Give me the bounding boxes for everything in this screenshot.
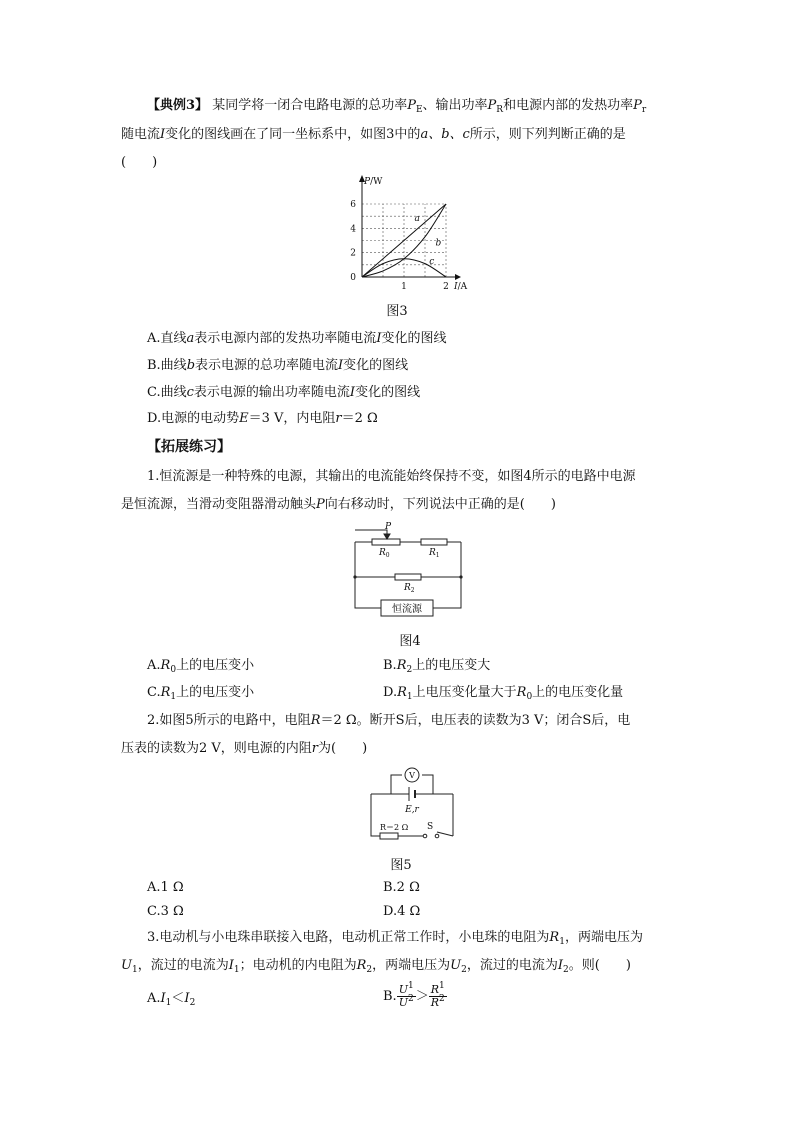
series-label-a: a (414, 214, 420, 225)
option-text: C. (147, 685, 161, 700)
symbol: E (239, 411, 249, 426)
label-er: E,r (405, 805, 419, 815)
option-text: ＞ (415, 989, 429, 1004)
symbol: P (487, 98, 497, 113)
superscript: 1 (407, 981, 414, 991)
q1-option-a (147, 657, 254, 675)
symbol: R (396, 658, 407, 673)
switch-contact (423, 834, 427, 838)
symbol: I (376, 331, 382, 346)
x-axis-arrow (455, 274, 461, 280)
question-text: 压表的读数为2 V，则电源的内阻 (121, 741, 312, 756)
option-text: 上的电压变大 (412, 658, 491, 673)
symbol: I (228, 958, 234, 973)
symbol: I (160, 127, 166, 142)
example3-stem: 变化的图线画在了同一坐标系中，如图3中的 (165, 127, 421, 142)
fraction-u (397, 981, 416, 1009)
figure4-caption: 图4 (399, 634, 421, 649)
figure3-chart (340, 170, 480, 292)
option-text: D.电源的电动势 (147, 411, 240, 426)
question-text: 2.如图5所示的电路中，电阻 (147, 713, 311, 728)
question-text: 向右移动时，下列说法中正确的是( ) (324, 497, 556, 512)
symbol: r (311, 741, 319, 756)
question-text: 。则( ) (568, 958, 631, 973)
question-text: ，流过的电流为 (466, 958, 558, 973)
example3-tag: 【典例3】 (147, 98, 209, 113)
chart-text (350, 177, 467, 292)
q1-option-c (147, 684, 254, 702)
subscript: E (415, 105, 423, 115)
option-text: D. (383, 685, 398, 700)
symbol: R (356, 958, 367, 973)
subscript: 1 (165, 998, 172, 1008)
y-tick-label: 0 (350, 273, 356, 283)
q3-line1 (147, 929, 643, 947)
section-heading: 【拓展练习】 (147, 439, 231, 455)
q2-option-c: C.3 Ω (147, 904, 184, 919)
option-text: 上电压变化量大于 (412, 685, 517, 700)
subscript: 1 (131, 965, 138, 975)
option-a (147, 330, 446, 348)
slider-wire (355, 530, 387, 537)
y-tick-label: 6 (350, 200, 356, 210)
symbol: R (160, 685, 171, 700)
label-v: V (409, 771, 415, 780)
subscript: 0 (170, 665, 177, 675)
label-r0: $R_0$ (379, 548, 390, 559)
symbol: c (186, 385, 194, 400)
subscript: 2 (406, 665, 413, 675)
q3-option-b (383, 982, 447, 1012)
symbol: U (450, 958, 462, 973)
option-text: 变化的图线 (381, 331, 447, 346)
symbol: R (310, 713, 321, 728)
subscript: r (641, 105, 647, 115)
subscript: 1 (406, 692, 413, 702)
junction (459, 575, 462, 578)
superscript: 1 (439, 981, 445, 991)
option-text: C.曲线 (147, 385, 187, 400)
series-label-c: c (429, 257, 435, 268)
x-axis-label: I/A (454, 282, 468, 292)
option-text: A. (147, 658, 161, 673)
example3-line2 (121, 126, 626, 144)
y-tick-label: 4 (350, 224, 356, 235)
label-p: P (385, 522, 392, 532)
label-r2: $R_2$ (404, 583, 415, 594)
example3-stem: 所示，则下列判断正确的是 (469, 127, 626, 142)
example3-stem: 某同学将一闭合电路电源的总功率 (212, 98, 408, 113)
wire (422, 775, 433, 794)
q3-option-a (147, 990, 195, 1008)
x-tick-label: 1 (401, 282, 407, 292)
symbol: R (430, 996, 440, 1009)
symbol: R (430, 983, 440, 996)
superscript: 2 (407, 994, 414, 1004)
subscript: 2 (563, 965, 569, 975)
option-text: 变化的图线 (343, 358, 409, 373)
symbol: b (186, 358, 196, 373)
symbol: R (160, 658, 171, 673)
symbol: P (633, 98, 642, 113)
q2-option-d: D.4 Ω (383, 904, 421, 919)
q2-option-a: A.1 Ω (147, 880, 184, 895)
q1-line1: 1.恒流源是一种特殊的电源，其输出的电流能始终保持不变，如图4所示的电路中电源 (147, 469, 636, 484)
symbol: I (160, 991, 166, 1006)
resistor-r0 (372, 539, 400, 545)
resistor-r2 (395, 574, 421, 580)
y-axis-label: P/W (364, 177, 383, 187)
example3-stem: 和电源内部的发热功率 (503, 98, 634, 113)
option-text: A. (147, 991, 161, 1006)
symbol: I (184, 991, 190, 1006)
q1-option-d (383, 684, 623, 702)
fraction-r (429, 981, 447, 1009)
example3-stem: 、输出功率 (422, 98, 488, 113)
symbol: P (407, 98, 416, 113)
superscript: 2 (439, 994, 445, 1004)
figure3-caption: 图3 (386, 304, 408, 319)
subscript: 0 (526, 692, 533, 702)
symbol: a、b、c (420, 127, 470, 142)
switch-contact (435, 834, 439, 838)
option-text: ＜ (171, 991, 185, 1006)
label-r: R＝2 Ω (380, 823, 409, 832)
option-text: 表示电源的输出功率随电流 (193, 385, 350, 400)
resistor-r (380, 833, 398, 839)
wire (437, 832, 453, 836)
option-text: 上的电压变小 (176, 685, 255, 700)
q2-line2 (121, 740, 367, 758)
symbol: U (398, 996, 408, 1009)
option-text: 上的电压变小 (176, 658, 255, 673)
subscript: 2 (366, 965, 373, 975)
q3-line2 (121, 957, 631, 975)
symbol: U (398, 983, 408, 996)
subscript: 1 (233, 965, 240, 975)
x-tick-label: 2 (443, 282, 449, 292)
label-r1: $R_1$ (429, 548, 440, 559)
symbol: R (397, 685, 407, 700)
question-text: 3.电动机与小电珠串联接入电路，电动机正常工作时，小电珠的电阻为 (147, 930, 550, 945)
subscript: 1 (170, 692, 177, 702)
wire (355, 542, 381, 608)
question-text: ，流过的电流为 (137, 958, 229, 973)
option-text: B.曲线 (147, 358, 187, 373)
subscript: R (496, 105, 504, 115)
option-text: ＝2 Ω (341, 411, 378, 426)
q2-line1 (147, 712, 630, 730)
q2-option-b: B.2 Ω (383, 880, 420, 895)
option-d (147, 410, 378, 428)
option-text: B. (383, 989, 397, 1004)
option-text: 上的电压变化量 (532, 685, 624, 700)
symbol: U (121, 958, 132, 973)
subscript: 1 (559, 937, 565, 947)
question-text: 为( ) (318, 741, 368, 756)
option-text: 表示电源的总功率随电流 (195, 358, 339, 373)
q1-option-b (383, 657, 490, 675)
subscript: 2 (461, 965, 467, 975)
symbol: R (549, 930, 560, 945)
symbol: R (516, 685, 527, 700)
label-source: 恒流源 (392, 604, 422, 615)
symbol: r (335, 411, 342, 426)
slider-arrow (384, 534, 390, 539)
figure5-circuit (365, 766, 460, 846)
series-label-b: b (435, 238, 442, 249)
symbol: I (338, 358, 344, 373)
option-c (147, 384, 420, 402)
y-tick-label: 2 (350, 248, 356, 259)
label-s: S (427, 822, 434, 832)
wire (371, 794, 380, 836)
example3-line1 (147, 97, 646, 115)
junction (353, 575, 356, 578)
resistor-r1 (421, 539, 447, 545)
question-text: ；电动机的内电阻为 (239, 958, 357, 973)
question-text: ，两端电压为 (564, 930, 643, 945)
option-text: 变化的图线 (355, 385, 421, 400)
example3-paren: ( ) (121, 155, 158, 170)
question-text: ＝2 Ω。断开S后，电压表的读数为3 V；闭合S后，电 (320, 713, 631, 728)
symbol: P (316, 497, 325, 512)
option-b (147, 357, 408, 375)
symbol: I (349, 385, 356, 400)
q1-line2 (121, 496, 556, 514)
wire (391, 775, 402, 794)
figure4-circuit (345, 520, 470, 620)
question-text: 是恒流源，当滑动变阻器滑动触头 (121, 497, 317, 512)
option-text: 表示电源内部的发热功率随电流 (194, 331, 377, 346)
example3-stem: 随电流 (121, 127, 161, 142)
option-text: ＝3 V，内电阻 (248, 411, 336, 426)
question-text: ，两端电压为 (372, 958, 451, 973)
figure5-caption: 图5 (390, 858, 412, 873)
symbol: a (186, 331, 195, 346)
symbol: I (557, 958, 564, 973)
subscript: 2 (189, 998, 196, 1008)
option-text: A.直线 (147, 331, 187, 346)
option-text: B. (383, 658, 397, 673)
